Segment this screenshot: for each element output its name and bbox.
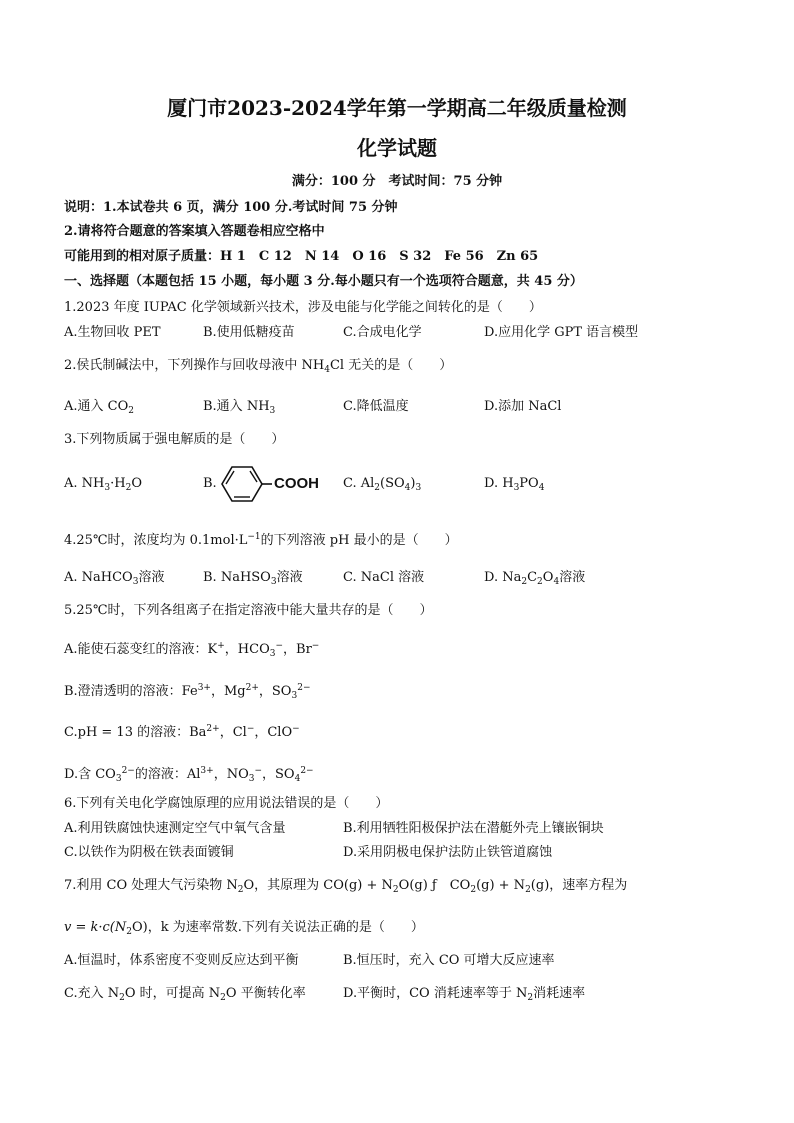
q1-option-d: D.应用化学 GPT 语言模型 — [484, 325, 639, 340]
q6-option-d: D.采用阴极电保护法防止铁管道腐蚀 — [343, 845, 553, 860]
q4-option-a: A. NaHCO$_3$溶液 — [64, 570, 165, 587]
question-6-stem: 6.下列有关电化学腐蚀原理的应用说法错误的是（ ） — [64, 796, 389, 811]
question-5-stem: 5.25℃时，下列各组离子在指定溶液中能大量共存的是（ ） — [64, 603, 433, 618]
atomic-masses: 可能用到的相对原子质量：H 1 C 12 N 14 O 16 S 32 Fe 56 Zn 65 — [64, 249, 539, 264]
q4-option-c: C. NaCl 溶液 — [343, 570, 425, 585]
q4-option-d: D. $Na_2C_2O_4$溶液 — [484, 570, 586, 587]
cooh-group: COOH — [274, 475, 319, 492]
question-1-stem: 1.2023 年度 IUPAC 化学领域新兴技术，涉及电能与化学能之间转化的是（ ） — [64, 300, 542, 315]
exam-title: 厦门市2023-2024学年第一学期高二年级质量检测 — [167, 96, 627, 120]
question-2-stem: 2.侯氏制碱法中，下列操作与回收母液中 $NH_4Cl$ 无关的是（ ） — [64, 358, 453, 375]
q7-option-d: D.平衡时，CO 消耗速率等于 $N_2$消耗速率 — [343, 986, 586, 1003]
exam-subtitle: 化学试题 — [357, 136, 437, 160]
q3-option-b: B. — [203, 476, 217, 491]
q6-option-a: A.利用铁腐蚀快速测定空气中氧气含量 — [64, 821, 286, 836]
q6-option-b: B.利用牺牲阳极保护法在潜艇外壳上镶嵌铜块 — [343, 821, 604, 836]
q1-option-b: B.使用低糖疫苗 — [203, 325, 295, 340]
q2-option-c: C.降低温度 — [343, 399, 409, 414]
q5-option-b: B.澄清透明的溶液：$Fe^{3+}$，$Mg^{2+}$，$SO_3^{2-}$ — [64, 683, 311, 701]
q2-option-a: A.通入 $CO_2$ — [64, 399, 134, 416]
question-7-rate-law: $v = k\cdot c(N_2O)$，k 为速率常数.下列有关说法正确的是（ ） — [64, 920, 424, 937]
question-4-stem: 4.25℃时，浓度均为 $0.1mol\cdot L^{-1}$的下列溶液 pH 最小的是（ ） — [64, 532, 458, 548]
q1-option-a: A.生物回收 PET — [64, 325, 161, 340]
question-3-stem: 3.下列物质属于强电解质的是（ ） — [64, 432, 285, 447]
q4-option-b: B. NaHSO$_3$溶液 — [203, 570, 303, 587]
q5-option-c: C.pH = 13 的溶液：$Ba^{2+}$，Cl−，ClO− — [64, 724, 300, 740]
exam-meta: 满分：100 分 考试时间：75 分钟 — [291, 174, 503, 189]
question-7-stem: 7.利用 CO 处理大气污染物 $N_2O$，其原理为 $CO(g) + N_2O(g)$ ƒ $CO_2(g) + N_2(g)$，速率方程为 — [64, 878, 628, 895]
q7-option-b: B.恒压时，充入 CO 可增大反应速率 — [343, 953, 555, 968]
note-line-2: 2.请将符合题意的答案填入答题卷相应空格中 — [64, 224, 325, 239]
note-line-1: 说明：1.本试卷共 6 页，满分 100 分.考试时间 75 分钟 — [64, 200, 398, 215]
q6-option-c: C.以铁作为阴极在铁表面镀铜 — [64, 845, 234, 860]
q3-option-c: C. $Al_2(SO_4)_3$ — [343, 476, 422, 493]
q7-option-c: C.充入 $N_2O$ 时，可提高 $N_2O$ 平衡转化率 — [64, 986, 306, 1003]
q2-option-d: D.添加 NaCl — [484, 399, 562, 414]
benzoic-acid-structure — [216, 464, 336, 504]
q5-option-a: A.能使石蕊变红的溶液：K+，$HCO_3^-$，Br− — [64, 641, 320, 659]
q5-option-d: D.含 $CO_3^{2-}$的溶液：$Al^{3+}$，$NO_3^-$，$SO_4^{2-}$ — [64, 766, 314, 784]
section-heading: 一、选择题（本题包括 15 小题，每小题 3 分.每小题只有一个选项符合题意，共 45 分） — [64, 274, 583, 289]
q7-option-a: A.恒温时，体系密度不变则反应达到平衡 — [64, 953, 299, 968]
q3-option-d: D. $H_3PO_4$ — [484, 476, 545, 493]
q2-option-b: B.通入 $NH_3$ — [203, 399, 276, 416]
q3-option-a: A. $NH_3\cdot H_2O$ — [64, 476, 142, 493]
q1-option-c: C.合成电化学 — [343, 325, 422, 340]
